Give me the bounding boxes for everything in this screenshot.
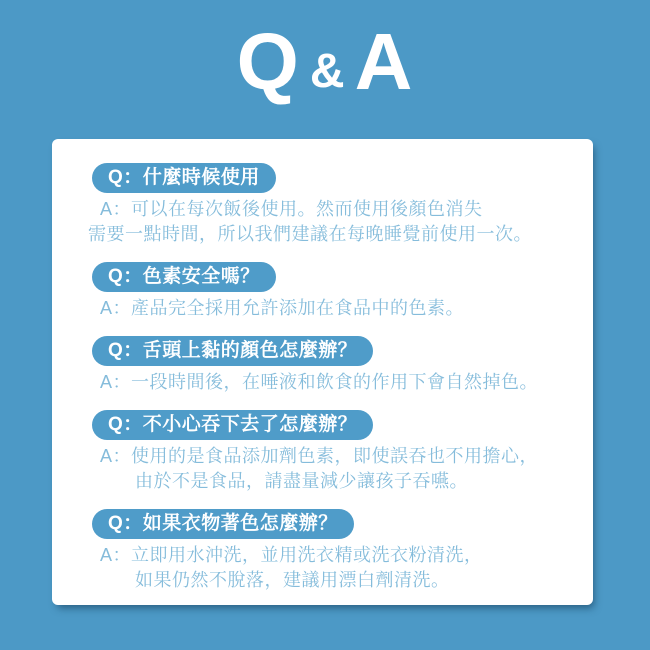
answer-line: A：可以在每次飯後使用。然而使用後顏色消失 <box>100 199 483 219</box>
answer-line: A：產品完全採用允許添加在食品中的色素。 <box>100 298 465 318</box>
question-badge-5: Q：如果衣物著色怎麼辦？ <box>92 509 354 539</box>
question-badge-3: Q：舌頭上黏的顏色怎麼辦？ <box>92 336 373 366</box>
answer-line: A：一段時間後，在唾液和飲食的作用下會自然掉色。 <box>100 372 539 392</box>
faq-card <box>52 139 593 605</box>
question-badge-4: Q：不小心吞下去了怎麼辦？ <box>92 410 373 440</box>
answer-text-5 <box>100 543 567 593</box>
qa-section-1 <box>88 163 567 247</box>
question-badge-2: Q：色素安全嗎？ <box>92 262 276 292</box>
answer-text-2 <box>100 296 567 321</box>
title-ampersand: & <box>309 45 345 98</box>
qa-section-4 <box>92 410 567 494</box>
page-title <box>0 17 650 106</box>
qa-section-3 <box>92 336 567 395</box>
title-letter-q: Q <box>236 17 300 106</box>
title-letter-a: A <box>354 17 414 106</box>
answer-line: A：立即用水沖洗，並用洗衣精或洗衣粉清洗， <box>100 545 483 565</box>
answer-line: 需要一點時間，所以我們建議在每晚睡覺前使用一次。 <box>88 224 532 244</box>
answer-text-4 <box>100 444 567 494</box>
answer-line: A：使用的是食品添加劑色素，即使誤吞也不用擔心， <box>100 446 539 466</box>
qa-section-2 <box>92 262 567 321</box>
qa-section-5 <box>92 509 567 593</box>
answer-line: 由於不是食品，請盡量減少讓孩子吞嚥。 <box>135 471 468 491</box>
answer-line: 如果仍然不脫落，建議用漂白劑清洗。 <box>135 570 450 590</box>
answer-text-3 <box>100 370 567 395</box>
answer-text-1 <box>88 197 567 247</box>
question-badge-1: Q：什麼時候使用 <box>92 163 276 193</box>
